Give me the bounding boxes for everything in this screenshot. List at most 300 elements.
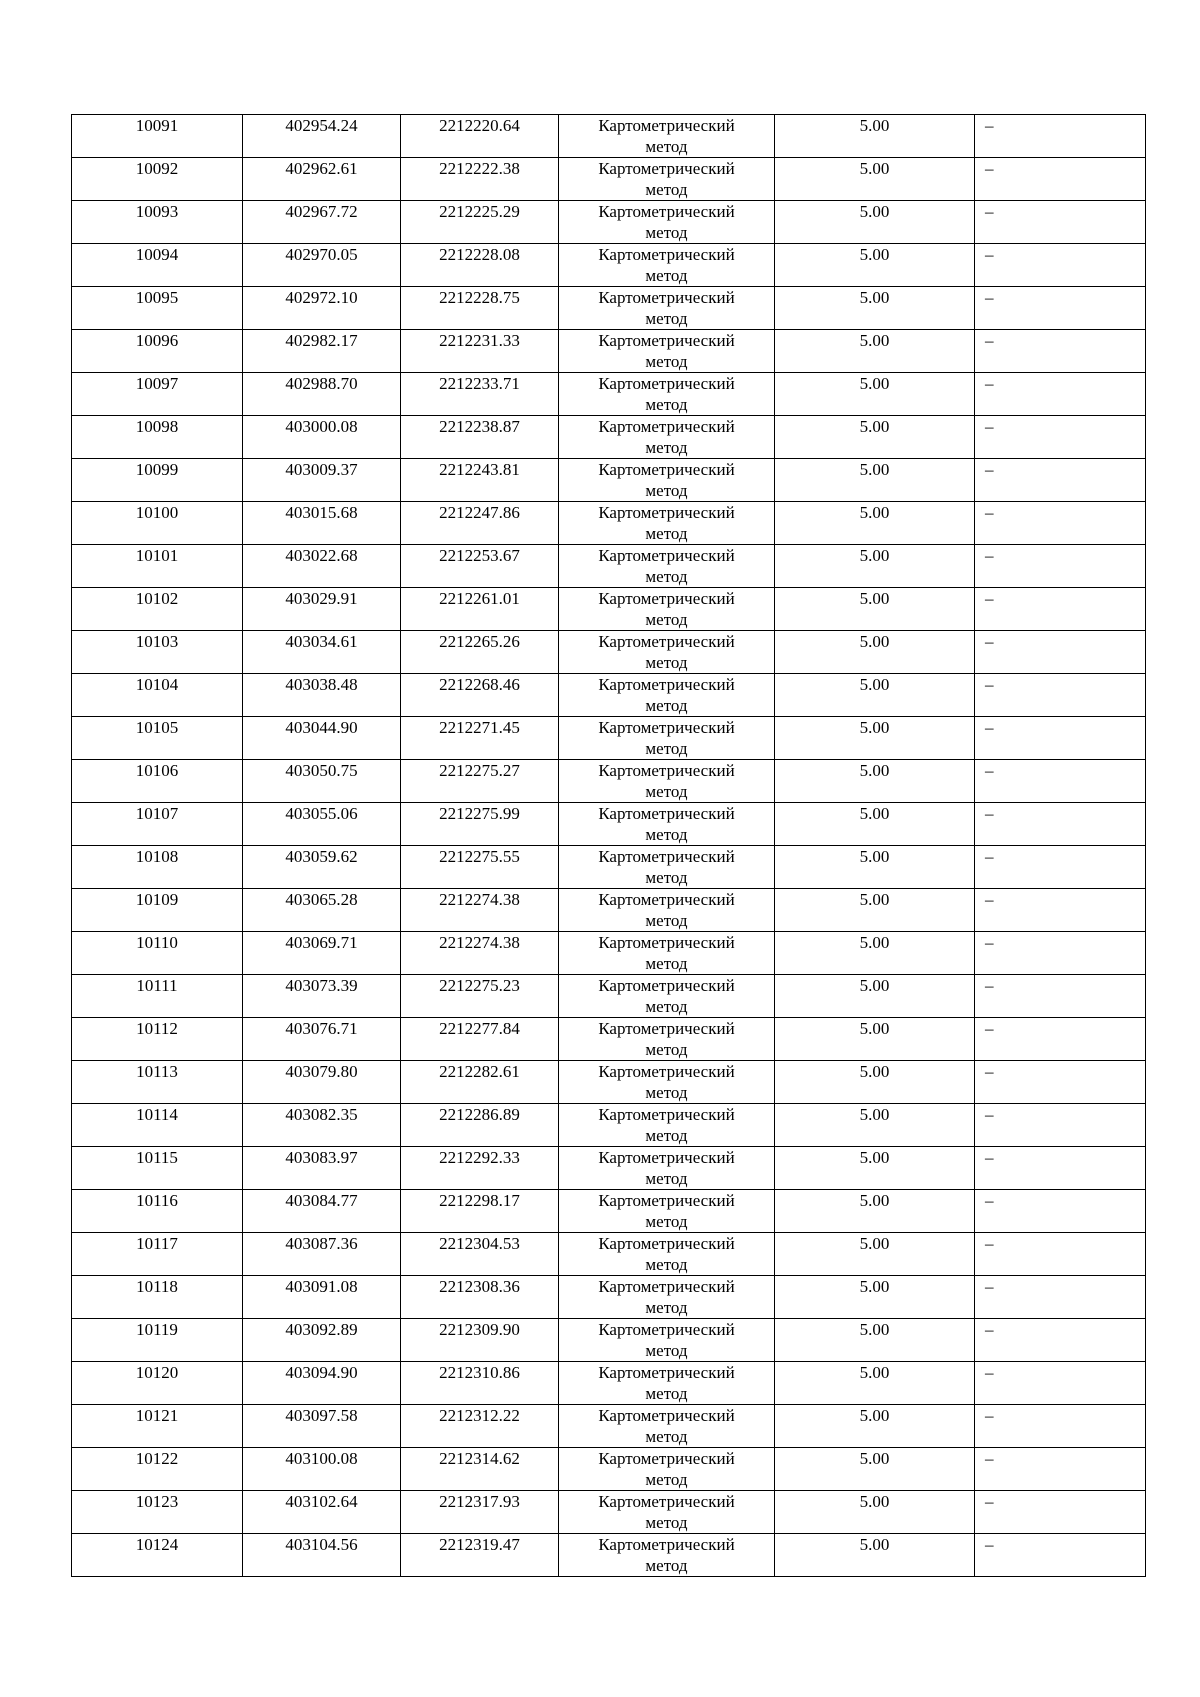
- point-number-cell: 10094: [72, 244, 243, 287]
- point-number-cell: 10096: [72, 330, 243, 373]
- table-row: [72, 1190, 1146, 1233]
- table-row: [72, 588, 1146, 631]
- note-cell: –: [975, 1491, 1146, 1534]
- method-line-1: Картометрический: [598, 976, 735, 995]
- y-coordinate-cell: 2212247.86: [401, 502, 559, 545]
- method-line-2: метод: [645, 1470, 688, 1489]
- accuracy-cell: 5.00: [775, 1534, 975, 1577]
- method-cell: [559, 1061, 775, 1104]
- point-number-cell: 10107: [72, 803, 243, 846]
- note-cell: –: [975, 1362, 1146, 1405]
- y-coordinate-cell: 2212271.45: [401, 717, 559, 760]
- method-line-2: метод: [645, 309, 688, 328]
- x-coordinate-cell: 403079.80: [243, 1061, 401, 1104]
- x-coordinate-cell: 403022.68: [243, 545, 401, 588]
- x-coordinate-cell: 403000.08: [243, 416, 401, 459]
- note-cell: –: [975, 1319, 1146, 1362]
- method-line-1: Картометрический: [598, 1234, 735, 1253]
- method-line-2: метод: [645, 1212, 688, 1231]
- method-line-2: метод: [645, 567, 688, 586]
- method-line-1: Картометрический: [598, 1449, 735, 1468]
- method-line-2: метод: [645, 868, 688, 887]
- method-line-2: метод: [645, 696, 688, 715]
- method-line-2: метод: [645, 911, 688, 930]
- method-line-2: метод: [645, 180, 688, 199]
- method-line-2: метод: [645, 524, 688, 543]
- method-line-2: метод: [645, 395, 688, 414]
- accuracy-cell: 5.00: [775, 287, 975, 330]
- y-coordinate-cell: 2212304.53: [401, 1233, 559, 1276]
- method-line-2: метод: [645, 1341, 688, 1360]
- x-coordinate-cell: 403015.68: [243, 502, 401, 545]
- point-number-cell: 10118: [72, 1276, 243, 1319]
- method-cell: [559, 1534, 775, 1577]
- note-cell: –: [975, 1448, 1146, 1491]
- note-cell: –: [975, 201, 1146, 244]
- accuracy-cell: 5.00: [775, 1448, 975, 1491]
- point-number-cell: 10124: [72, 1534, 243, 1577]
- note-cell: –: [975, 631, 1146, 674]
- method-cell: [559, 760, 775, 803]
- point-number-cell: 10120: [72, 1362, 243, 1405]
- note-cell: –: [975, 1190, 1146, 1233]
- method-line-1: Картометрический: [598, 589, 735, 608]
- point-number-cell: 10106: [72, 760, 243, 803]
- accuracy-cell: 5.00: [775, 502, 975, 545]
- method-line-1: Картометрический: [598, 116, 735, 135]
- method-line-1: Картометрический: [598, 245, 735, 264]
- method-line-2: метод: [645, 739, 688, 758]
- y-coordinate-cell: 2212220.64: [401, 115, 559, 158]
- method-cell: [559, 373, 775, 416]
- accuracy-cell: 5.00: [775, 1061, 975, 1104]
- accuracy-cell: 5.00: [775, 1104, 975, 1147]
- method-line-2: метод: [645, 954, 688, 973]
- method-line-2: метод: [645, 997, 688, 1016]
- accuracy-cell: 5.00: [775, 975, 975, 1018]
- method-line-1: Картометрический: [598, 761, 735, 780]
- point-number-cell: 10116: [72, 1190, 243, 1233]
- note-cell: –: [975, 416, 1146, 459]
- method-cell: [559, 889, 775, 932]
- table-row: [72, 932, 1146, 975]
- note-cell: –: [975, 717, 1146, 760]
- point-number-cell: 10104: [72, 674, 243, 717]
- table-row: [72, 846, 1146, 889]
- accuracy-cell: 5.00: [775, 330, 975, 373]
- table-row: [72, 1018, 1146, 1061]
- accuracy-cell: 5.00: [775, 158, 975, 201]
- x-coordinate-cell: 403092.89: [243, 1319, 401, 1362]
- method-cell: [559, 502, 775, 545]
- x-coordinate-cell: 402982.17: [243, 330, 401, 373]
- y-coordinate-cell: 2212261.01: [401, 588, 559, 631]
- point-number-cell: 10117: [72, 1233, 243, 1276]
- note-cell: –: [975, 459, 1146, 502]
- table-row: [72, 115, 1146, 158]
- x-coordinate-cell: 403059.62: [243, 846, 401, 889]
- table-row: [72, 1362, 1146, 1405]
- method-cell: [559, 287, 775, 330]
- table-row: [72, 459, 1146, 502]
- table-row: [72, 1104, 1146, 1147]
- method-line-1: Картометрический: [598, 1363, 735, 1382]
- note-cell: –: [975, 674, 1146, 717]
- method-cell: [559, 459, 775, 502]
- note-cell: –: [975, 545, 1146, 588]
- method-line-1: Картометрический: [598, 159, 735, 178]
- note-cell: –: [975, 1233, 1146, 1276]
- x-coordinate-cell: 403084.77: [243, 1190, 401, 1233]
- table-row: [72, 1276, 1146, 1319]
- method-line-2: метод: [645, 782, 688, 801]
- point-number-cell: 10102: [72, 588, 243, 631]
- method-line-2: метод: [645, 223, 688, 242]
- method-cell: [559, 1448, 775, 1491]
- method-cell: [559, 1276, 775, 1319]
- method-cell: [559, 201, 775, 244]
- method-line-1: Картометрический: [598, 374, 735, 393]
- note-cell: –: [975, 588, 1146, 631]
- y-coordinate-cell: 2212275.23: [401, 975, 559, 1018]
- table-row: [72, 1147, 1146, 1190]
- method-line-1: Картометрический: [598, 1019, 735, 1038]
- accuracy-cell: 5.00: [775, 1319, 975, 1362]
- point-number-cell: 10119: [72, 1319, 243, 1362]
- table-row: [72, 545, 1146, 588]
- accuracy-cell: 5.00: [775, 846, 975, 889]
- y-coordinate-cell: 2212314.62: [401, 1448, 559, 1491]
- x-coordinate-cell: 403102.64: [243, 1491, 401, 1534]
- method-line-1: Картометрический: [598, 288, 735, 307]
- y-coordinate-cell: 2212231.33: [401, 330, 559, 373]
- y-coordinate-cell: 2212286.89: [401, 1104, 559, 1147]
- accuracy-cell: 5.00: [775, 416, 975, 459]
- method-line-2: метод: [645, 1556, 688, 1575]
- method-cell: [559, 588, 775, 631]
- table-row: [72, 330, 1146, 373]
- method-line-1: Картометрический: [598, 675, 735, 694]
- method-line-2: метод: [645, 1255, 688, 1274]
- table-row: [72, 244, 1146, 287]
- note-cell: –: [975, 803, 1146, 846]
- accuracy-cell: 5.00: [775, 760, 975, 803]
- accuracy-cell: 5.00: [775, 1362, 975, 1405]
- method-line-2: метод: [645, 438, 688, 457]
- method-line-2: метод: [645, 1040, 688, 1059]
- x-coordinate-cell: 403044.90: [243, 717, 401, 760]
- method-cell: [559, 1362, 775, 1405]
- note-cell: –: [975, 287, 1146, 330]
- coordinates-table: [71, 114, 1146, 1577]
- accuracy-cell: 5.00: [775, 1491, 975, 1534]
- method-cell: [559, 674, 775, 717]
- point-number-cell: 10121: [72, 1405, 243, 1448]
- note-cell: –: [975, 158, 1146, 201]
- method-line-1: Картометрический: [598, 632, 735, 651]
- method-cell: [559, 158, 775, 201]
- accuracy-cell: 5.00: [775, 1233, 975, 1276]
- point-number-cell: 10109: [72, 889, 243, 932]
- accuracy-cell: 5.00: [775, 932, 975, 975]
- point-number-cell: 10105: [72, 717, 243, 760]
- y-coordinate-cell: 2212312.22: [401, 1405, 559, 1448]
- method-line-1: Картометрический: [598, 847, 735, 866]
- y-coordinate-cell: 2212317.93: [401, 1491, 559, 1534]
- method-line-1: Картометрический: [598, 1105, 735, 1124]
- method-line-1: Картометрический: [598, 1062, 735, 1081]
- method-cell: [559, 1190, 775, 1233]
- accuracy-cell: 5.00: [775, 115, 975, 158]
- accuracy-cell: 5.00: [775, 1276, 975, 1319]
- note-cell: –: [975, 1018, 1146, 1061]
- method-line-2: метод: [645, 1384, 688, 1403]
- method-line-1: Картометрический: [598, 1535, 735, 1554]
- x-coordinate-cell: 402988.70: [243, 373, 401, 416]
- method-cell: [559, 631, 775, 674]
- x-coordinate-cell: 403038.48: [243, 674, 401, 717]
- y-coordinate-cell: 2212319.47: [401, 1534, 559, 1577]
- method-line-1: Картометрический: [598, 331, 735, 350]
- method-line-2: метод: [645, 1169, 688, 1188]
- x-coordinate-cell: 403076.71: [243, 1018, 401, 1061]
- method-line-1: Картометрический: [598, 890, 735, 909]
- y-coordinate-cell: 2212309.90: [401, 1319, 559, 1362]
- method-line-2: метод: [645, 1513, 688, 1532]
- table-row: [72, 975, 1146, 1018]
- point-number-cell: 10108: [72, 846, 243, 889]
- method-line-1: Картометрический: [598, 546, 735, 565]
- accuracy-cell: 5.00: [775, 201, 975, 244]
- point-number-cell: 10098: [72, 416, 243, 459]
- method-cell: [559, 1147, 775, 1190]
- x-coordinate-cell: 403083.97: [243, 1147, 401, 1190]
- accuracy-cell: 5.00: [775, 717, 975, 760]
- accuracy-cell: 5.00: [775, 244, 975, 287]
- y-coordinate-cell: 2212308.36: [401, 1276, 559, 1319]
- method-line-2: метод: [645, 653, 688, 672]
- y-coordinate-cell: 2212275.27: [401, 760, 559, 803]
- method-cell: [559, 115, 775, 158]
- method-cell: [559, 1018, 775, 1061]
- note-cell: –: [975, 1534, 1146, 1577]
- x-coordinate-cell: 403050.75: [243, 760, 401, 803]
- method-cell: [559, 717, 775, 760]
- x-coordinate-cell: 403009.37: [243, 459, 401, 502]
- accuracy-cell: 5.00: [775, 889, 975, 932]
- y-coordinate-cell: 2212275.99: [401, 803, 559, 846]
- point-number-cell: 10101: [72, 545, 243, 588]
- note-cell: –: [975, 889, 1146, 932]
- x-coordinate-cell: 403082.35: [243, 1104, 401, 1147]
- x-coordinate-cell: 403065.28: [243, 889, 401, 932]
- method-cell: [559, 1405, 775, 1448]
- method-cell: [559, 846, 775, 889]
- method-cell: [559, 803, 775, 846]
- method-cell: [559, 330, 775, 373]
- point-number-cell: 10092: [72, 158, 243, 201]
- y-coordinate-cell: 2212275.55: [401, 846, 559, 889]
- y-coordinate-cell: 2212243.81: [401, 459, 559, 502]
- y-coordinate-cell: 2212222.38: [401, 158, 559, 201]
- y-coordinate-cell: 2212228.75: [401, 287, 559, 330]
- x-coordinate-cell: 402972.10: [243, 287, 401, 330]
- x-coordinate-cell: 403094.90: [243, 1362, 401, 1405]
- method-line-1: Картометрический: [598, 1492, 735, 1511]
- method-line-1: Картометрический: [598, 1277, 735, 1296]
- method-line-1: Картометрический: [598, 202, 735, 221]
- note-cell: –: [975, 502, 1146, 545]
- y-coordinate-cell: 2212265.26: [401, 631, 559, 674]
- method-cell: [559, 1104, 775, 1147]
- table-row: [72, 631, 1146, 674]
- method-cell: [559, 244, 775, 287]
- method-cell: [559, 975, 775, 1018]
- table-row: [72, 1233, 1146, 1276]
- y-coordinate-cell: 2212268.46: [401, 674, 559, 717]
- x-coordinate-cell: 402967.72: [243, 201, 401, 244]
- point-number-cell: 10103: [72, 631, 243, 674]
- point-number-cell: 10122: [72, 1448, 243, 1491]
- method-line-2: метод: [645, 610, 688, 629]
- table-row: [72, 1491, 1146, 1534]
- method-line-1: Картометрический: [598, 1148, 735, 1167]
- method-line-2: метод: [645, 352, 688, 371]
- method-cell: [559, 1319, 775, 1362]
- accuracy-cell: 5.00: [775, 1018, 975, 1061]
- note-cell: –: [975, 1104, 1146, 1147]
- table-row: [72, 717, 1146, 760]
- method-line-1: Картометрический: [598, 503, 735, 522]
- point-number-cell: 10110: [72, 932, 243, 975]
- coordinates-table-body: [72, 115, 1146, 1577]
- point-number-cell: 10100: [72, 502, 243, 545]
- y-coordinate-cell: 2212233.71: [401, 373, 559, 416]
- method-line-2: метод: [645, 825, 688, 844]
- x-coordinate-cell: 403087.36: [243, 1233, 401, 1276]
- method-line-1: Картометрический: [598, 804, 735, 823]
- accuracy-cell: 5.00: [775, 373, 975, 416]
- method-line-2: метод: [645, 1427, 688, 1446]
- accuracy-cell: 5.00: [775, 803, 975, 846]
- note-cell: –: [975, 1061, 1146, 1104]
- table-row: [72, 1448, 1146, 1491]
- table-row: [72, 803, 1146, 846]
- point-number-cell: 10123: [72, 1491, 243, 1534]
- accuracy-cell: 5.00: [775, 459, 975, 502]
- method-line-2: метод: [645, 266, 688, 285]
- point-number-cell: 10097: [72, 373, 243, 416]
- note-cell: –: [975, 932, 1146, 975]
- method-line-1: Картометрический: [598, 718, 735, 737]
- x-coordinate-cell: 402970.05: [243, 244, 401, 287]
- x-coordinate-cell: 403097.58: [243, 1405, 401, 1448]
- y-coordinate-cell: 2212310.86: [401, 1362, 559, 1405]
- method-cell: [559, 1233, 775, 1276]
- method-cell: [559, 545, 775, 588]
- note-cell: –: [975, 1405, 1146, 1448]
- method-line-1: Картометрический: [598, 1320, 735, 1339]
- point-number-cell: 10112: [72, 1018, 243, 1061]
- x-coordinate-cell: 403091.08: [243, 1276, 401, 1319]
- x-coordinate-cell: 403073.39: [243, 975, 401, 1018]
- x-coordinate-cell: 403034.61: [243, 631, 401, 674]
- method-line-2: метод: [645, 137, 688, 156]
- method-line-2: метод: [645, 1298, 688, 1317]
- table-row: [72, 1534, 1146, 1577]
- y-coordinate-cell: 2212292.33: [401, 1147, 559, 1190]
- y-coordinate-cell: 2212274.38: [401, 889, 559, 932]
- point-number-cell: 10113: [72, 1061, 243, 1104]
- y-coordinate-cell: 2212228.08: [401, 244, 559, 287]
- accuracy-cell: 5.00: [775, 1190, 975, 1233]
- table-row: [72, 287, 1146, 330]
- y-coordinate-cell: 2212238.87: [401, 416, 559, 459]
- method-line-1: Картометрический: [598, 933, 735, 952]
- table-row: [72, 889, 1146, 932]
- table-row: [72, 674, 1146, 717]
- table-row: [72, 416, 1146, 459]
- y-coordinate-cell: 2212298.17: [401, 1190, 559, 1233]
- note-cell: –: [975, 1276, 1146, 1319]
- note-cell: –: [975, 115, 1146, 158]
- table-row: [72, 201, 1146, 244]
- table-row: [72, 1319, 1146, 1362]
- point-number-cell: 10115: [72, 1147, 243, 1190]
- point-number-cell: 10099: [72, 459, 243, 502]
- x-coordinate-cell: 403055.06: [243, 803, 401, 846]
- y-coordinate-cell: 2212277.84: [401, 1018, 559, 1061]
- accuracy-cell: 5.00: [775, 545, 975, 588]
- note-cell: –: [975, 330, 1146, 373]
- y-coordinate-cell: 2212225.29: [401, 201, 559, 244]
- point-number-cell: 10095: [72, 287, 243, 330]
- table-row: [72, 1405, 1146, 1448]
- method-line-2: метод: [645, 1083, 688, 1102]
- accuracy-cell: 5.00: [775, 631, 975, 674]
- point-number-cell: 10114: [72, 1104, 243, 1147]
- accuracy-cell: 5.00: [775, 588, 975, 631]
- accuracy-cell: 5.00: [775, 1405, 975, 1448]
- accuracy-cell: 5.00: [775, 674, 975, 717]
- x-coordinate-cell: 403069.71: [243, 932, 401, 975]
- accuracy-cell: 5.00: [775, 1147, 975, 1190]
- point-number-cell: 10111: [72, 975, 243, 1018]
- note-cell: –: [975, 975, 1146, 1018]
- y-coordinate-cell: 2212253.67: [401, 545, 559, 588]
- point-number-cell: 10091: [72, 115, 243, 158]
- method-line-1: Картометрический: [598, 417, 735, 436]
- method-line-1: Картометрический: [598, 460, 735, 479]
- note-cell: –: [975, 373, 1146, 416]
- x-coordinate-cell: 403029.91: [243, 588, 401, 631]
- y-coordinate-cell: 2212282.61: [401, 1061, 559, 1104]
- method-line-2: метод: [645, 1126, 688, 1145]
- table-row: [72, 1061, 1146, 1104]
- x-coordinate-cell: 402954.24: [243, 115, 401, 158]
- note-cell: –: [975, 244, 1146, 287]
- method-cell: [559, 416, 775, 459]
- x-coordinate-cell: 403104.56: [243, 1534, 401, 1577]
- method-line-1: Картометрический: [598, 1191, 735, 1210]
- y-coordinate-cell: 2212274.38: [401, 932, 559, 975]
- table-row: [72, 760, 1146, 803]
- point-number-cell: 10093: [72, 201, 243, 244]
- method-cell: [559, 1491, 775, 1534]
- method-cell: [559, 932, 775, 975]
- x-coordinate-cell: 403100.08: [243, 1448, 401, 1491]
- note-cell: –: [975, 1147, 1146, 1190]
